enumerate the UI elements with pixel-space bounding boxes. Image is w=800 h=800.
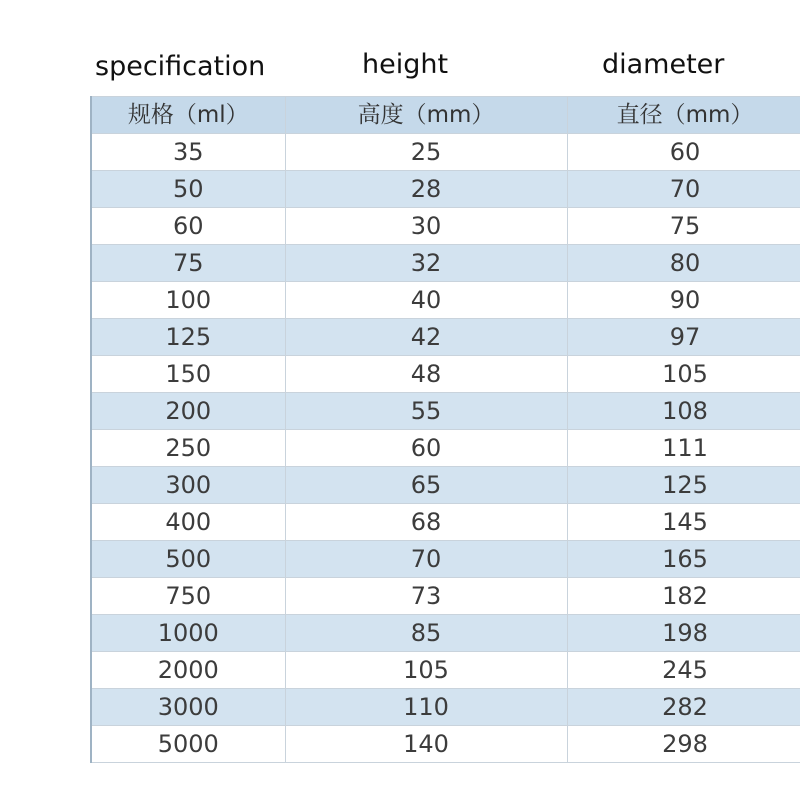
cell-spec-ml: 35 <box>91 134 285 171</box>
cell-height-mm: 48 <box>285 356 567 393</box>
cell-diameter-mm: 145 <box>567 504 800 541</box>
cell-height-mm: 28 <box>285 171 567 208</box>
table-row <box>91 282 800 319</box>
cell-spec-ml: 125 <box>91 319 285 356</box>
cell-spec-ml: 60 <box>91 208 285 245</box>
cell-diameter-mm: 60 <box>567 134 800 171</box>
cell-diameter-mm: 182 <box>567 578 800 615</box>
table-row <box>91 504 800 541</box>
header-diameter-mm: 直径（mm） <box>567 97 800 134</box>
cell-spec-ml: 1000 <box>91 615 285 652</box>
table-row <box>91 652 800 689</box>
cell-spec-ml: 150 <box>91 356 285 393</box>
table-row <box>91 134 800 171</box>
cell-height-mm: 65 <box>285 467 567 504</box>
cell-diameter-mm: 105 <box>567 356 800 393</box>
cell-spec-ml: 400 <box>91 504 285 541</box>
cell-diameter-mm: 298 <box>567 726 800 763</box>
cell-spec-ml: 2000 <box>91 652 285 689</box>
cell-spec-ml: 75 <box>91 245 285 282</box>
cell-spec-ml: 300 <box>91 467 285 504</box>
cell-height-mm: 25 <box>285 134 567 171</box>
header-height-mm: 高度（mm） <box>285 97 567 134</box>
table-row <box>91 208 800 245</box>
cell-diameter-mm: 97 <box>567 319 800 356</box>
table-row <box>91 171 800 208</box>
table-row <box>91 726 800 763</box>
specification-title: specification <box>95 51 266 82</box>
table-body <box>91 134 800 763</box>
table-row <box>91 245 800 282</box>
cell-spec-ml: 250 <box>91 430 285 467</box>
cell-height-mm: 32 <box>285 245 567 282</box>
header-spec-ml: 规格（ml） <box>91 97 285 134</box>
table-row <box>91 393 800 430</box>
cell-height-mm: 42 <box>285 319 567 356</box>
cell-height-mm: 140 <box>285 726 567 763</box>
cell-height-mm: 68 <box>285 504 567 541</box>
table-row <box>91 467 800 504</box>
cell-spec-ml: 5000 <box>91 726 285 763</box>
cell-diameter-mm: 80 <box>567 245 800 282</box>
table-row <box>91 541 800 578</box>
table-row <box>91 319 800 356</box>
height-title: height <box>362 49 449 80</box>
cell-spec-ml: 750 <box>91 578 285 615</box>
cell-diameter-mm: 245 <box>567 652 800 689</box>
cell-diameter-mm: 90 <box>567 282 800 319</box>
cell-height-mm: 110 <box>285 689 567 726</box>
cell-diameter-mm: 108 <box>567 393 800 430</box>
cell-diameter-mm: 111 <box>567 430 800 467</box>
cell-height-mm: 70 <box>285 541 567 578</box>
table-row <box>91 356 800 393</box>
cell-height-mm: 55 <box>285 393 567 430</box>
cell-spec-ml: 100 <box>91 282 285 319</box>
table-row <box>91 430 800 467</box>
table-row <box>91 689 800 726</box>
diameter-title: diameter <box>602 49 725 80</box>
specification-table <box>90 96 800 763</box>
table-row <box>91 578 800 615</box>
cell-diameter-mm: 198 <box>567 615 800 652</box>
english-column-titles <box>0 0 800 100</box>
cell-height-mm: 40 <box>285 282 567 319</box>
cell-spec-ml: 500 <box>91 541 285 578</box>
cell-diameter-mm: 282 <box>567 689 800 726</box>
cell-diameter-mm: 125 <box>567 467 800 504</box>
cell-height-mm: 105 <box>285 652 567 689</box>
cell-height-mm: 73 <box>285 578 567 615</box>
table-header-row <box>91 97 800 134</box>
cell-diameter-mm: 165 <box>567 541 800 578</box>
cell-spec-ml: 50 <box>91 171 285 208</box>
cell-diameter-mm: 70 <box>567 171 800 208</box>
cell-height-mm: 60 <box>285 430 567 467</box>
cell-height-mm: 30 <box>285 208 567 245</box>
cell-height-mm: 85 <box>285 615 567 652</box>
table-row <box>91 615 800 652</box>
cell-spec-ml: 3000 <box>91 689 285 726</box>
cell-diameter-mm: 75 <box>567 208 800 245</box>
cell-spec-ml: 200 <box>91 393 285 430</box>
